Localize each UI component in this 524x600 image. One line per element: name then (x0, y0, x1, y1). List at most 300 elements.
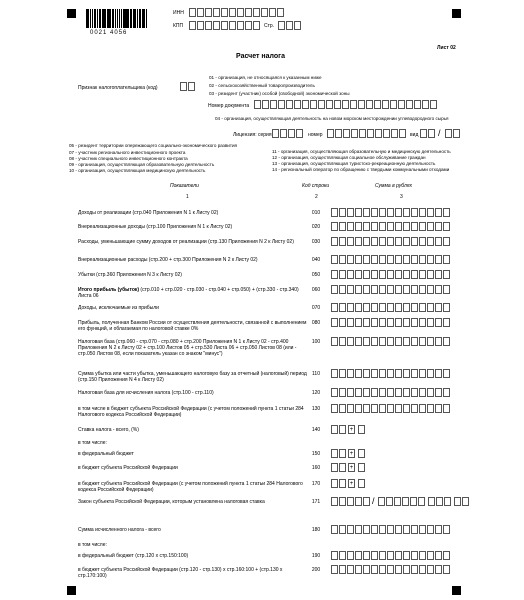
cell[interactable] (339, 255, 346, 264)
cell[interactable] (420, 129, 427, 138)
cell[interactable] (403, 404, 410, 413)
cell[interactable] (443, 285, 450, 294)
cell[interactable] (427, 388, 434, 397)
cell[interactable] (294, 100, 301, 109)
cell[interactable] (427, 337, 434, 346)
cell[interactable] (419, 337, 426, 346)
cell[interactable] (286, 21, 293, 30)
amount-cells-010[interactable] (331, 208, 451, 217)
cell[interactable] (419, 369, 426, 378)
cell[interactable] (371, 369, 378, 378)
cell[interactable] (331, 479, 338, 488)
cell[interactable] (339, 551, 346, 560)
cell[interactable] (395, 255, 402, 264)
cell[interactable] (403, 208, 410, 217)
inn-cells[interactable] (189, 8, 285, 17)
cell[interactable] (363, 318, 370, 327)
cell[interactable] (435, 255, 442, 264)
amount-cells-120[interactable] (331, 388, 451, 397)
cell[interactable] (410, 497, 417, 506)
cell[interactable] (411, 551, 418, 560)
cell[interactable] (443, 303, 450, 312)
cell[interactable] (395, 337, 402, 346)
cell[interactable] (331, 463, 338, 472)
cell[interactable] (403, 237, 410, 246)
cell[interactable] (427, 303, 434, 312)
amount-cells-020[interactable] (331, 222, 451, 231)
cell[interactable] (363, 388, 370, 397)
cell[interactable] (403, 255, 410, 264)
cell[interactable] (339, 425, 346, 434)
cell[interactable] (237, 8, 244, 17)
cell[interactable] (419, 551, 426, 560)
cell[interactable] (462, 497, 469, 506)
cell[interactable] (371, 565, 378, 574)
cell[interactable] (453, 129, 460, 138)
cell[interactable] (371, 337, 378, 346)
law-cells-1[interactable] (331, 497, 371, 506)
cell[interactable] (379, 525, 386, 534)
cell[interactable] (371, 270, 378, 279)
cell[interactable] (280, 129, 287, 138)
cell[interactable] (355, 285, 362, 294)
cell[interactable] (427, 237, 434, 246)
cell[interactable] (427, 208, 434, 217)
cell[interactable] (359, 129, 366, 138)
amount-cells-070[interactable] (331, 303, 451, 312)
cell[interactable] (331, 222, 338, 231)
cell[interactable] (339, 404, 346, 413)
cell[interactable] (363, 237, 370, 246)
rate-cells-140[interactable] (331, 425, 347, 434)
cell[interactable] (229, 8, 236, 17)
cell[interactable] (379, 255, 386, 264)
cell[interactable] (347, 525, 354, 534)
cell[interactable] (254, 100, 261, 109)
rate-cells-160[interactable] (331, 463, 347, 472)
cell[interactable] (375, 129, 382, 138)
cell[interactable] (331, 285, 338, 294)
taxpayer-sign-cells[interactable] (180, 82, 196, 91)
cell[interactable] (411, 369, 418, 378)
rate-fraction-cells-140[interactable] (358, 425, 366, 434)
cell[interactable] (339, 237, 346, 246)
cell[interactable] (355, 255, 362, 264)
cell[interactable] (387, 237, 394, 246)
cell[interactable] (419, 303, 426, 312)
cell[interactable] (395, 222, 402, 231)
cell[interactable] (331, 237, 338, 246)
cell[interactable] (197, 21, 204, 30)
cell[interactable] (367, 129, 374, 138)
amount-cells-060[interactable] (331, 285, 451, 294)
license-series-cells[interactable] (272, 129, 304, 138)
cell[interactable] (363, 497, 370, 506)
cell[interactable] (331, 369, 338, 378)
cell[interactable] (363, 337, 370, 346)
cell[interactable] (435, 237, 442, 246)
cell[interactable] (411, 388, 418, 397)
cell[interactable] (379, 318, 386, 327)
cell[interactable] (371, 318, 378, 327)
cell[interactable] (180, 82, 187, 91)
cell[interactable] (270, 100, 277, 109)
cell[interactable] (411, 318, 418, 327)
cell[interactable] (355, 318, 362, 327)
cell[interactable] (205, 8, 212, 17)
cell[interactable] (355, 404, 362, 413)
cell[interactable] (339, 222, 346, 231)
cell[interactable] (443, 222, 450, 231)
cell[interactable] (339, 463, 346, 472)
cell[interactable] (379, 337, 386, 346)
cell[interactable] (229, 21, 236, 30)
cell[interactable] (347, 208, 354, 217)
cell[interactable] (363, 255, 370, 264)
cell[interactable] (414, 100, 421, 109)
cell[interactable] (331, 388, 338, 397)
cell[interactable] (355, 369, 362, 378)
cell[interactable] (288, 129, 295, 138)
cell[interactable] (363, 208, 370, 217)
cell[interactable] (395, 388, 402, 397)
cell[interactable] (331, 404, 338, 413)
cell[interactable] (335, 129, 342, 138)
cell[interactable] (363, 285, 370, 294)
cell[interactable] (213, 8, 220, 17)
cell[interactable] (339, 337, 346, 346)
cell[interactable] (343, 129, 350, 138)
cell[interactable] (331, 318, 338, 327)
cell[interactable] (379, 551, 386, 560)
cell[interactable] (435, 565, 442, 574)
cell[interactable] (355, 337, 362, 346)
amount-cells-110[interactable] (331, 369, 451, 378)
cell[interactable] (318, 100, 325, 109)
cell[interactable] (403, 525, 410, 534)
cell[interactable] (355, 565, 362, 574)
cell[interactable] (378, 497, 385, 506)
cell[interactable] (379, 404, 386, 413)
cell[interactable] (347, 318, 354, 327)
cell[interactable] (435, 303, 442, 312)
cell[interactable] (387, 285, 394, 294)
cell[interactable] (395, 551, 402, 560)
cell[interactable] (379, 208, 386, 217)
cell[interactable] (436, 497, 443, 506)
cell[interactable] (286, 100, 293, 109)
cell[interactable] (435, 369, 442, 378)
cell[interactable] (379, 285, 386, 294)
cell[interactable] (245, 21, 252, 30)
cell[interactable] (430, 100, 437, 109)
cell[interactable] (358, 425, 365, 434)
cell[interactable] (428, 129, 435, 138)
cell[interactable] (419, 255, 426, 264)
cell[interactable] (395, 318, 402, 327)
cell[interactable] (379, 565, 386, 574)
cell[interactable] (395, 208, 402, 217)
cell[interactable] (347, 285, 354, 294)
amount-cells-130[interactable] (331, 404, 451, 413)
cell[interactable] (272, 129, 279, 138)
cell[interactable] (387, 337, 394, 346)
cell[interactable] (278, 21, 285, 30)
cell[interactable] (419, 388, 426, 397)
cell[interactable] (395, 285, 402, 294)
cell[interactable] (262, 100, 269, 109)
cell[interactable] (427, 369, 434, 378)
license-kind-cells-2[interactable] (445, 129, 461, 138)
cell[interactable] (358, 100, 365, 109)
doc-number-cells[interactable] (254, 100, 438, 109)
cell[interactable] (395, 237, 402, 246)
cell[interactable] (342, 100, 349, 109)
cell[interactable] (371, 303, 378, 312)
cell[interactable] (443, 270, 450, 279)
cell[interactable] (347, 337, 354, 346)
cell[interactable] (419, 237, 426, 246)
cell[interactable] (363, 222, 370, 231)
rate-fraction-cells-150[interactable] (358, 449, 366, 458)
cell[interactable] (443, 237, 450, 246)
cell[interactable] (435, 318, 442, 327)
cell[interactable] (331, 208, 338, 217)
law-cells-4[interactable] (454, 497, 470, 506)
cell[interactable] (443, 337, 450, 346)
cell[interactable] (411, 525, 418, 534)
cell[interactable] (443, 565, 450, 574)
cell[interactable] (221, 8, 228, 17)
cell[interactable] (395, 369, 402, 378)
cell[interactable] (339, 285, 346, 294)
cell[interactable] (387, 369, 394, 378)
cell[interactable] (269, 8, 276, 17)
cell[interactable] (406, 100, 413, 109)
cell[interactable] (371, 404, 378, 413)
cell[interactable] (411, 255, 418, 264)
amount-cells-080[interactable] (331, 318, 451, 327)
cell[interactable] (398, 100, 405, 109)
cell[interactable] (387, 270, 394, 279)
cell[interactable] (387, 222, 394, 231)
cell[interactable] (366, 100, 373, 109)
cell[interactable] (443, 551, 450, 560)
cell[interactable] (411, 404, 418, 413)
cell[interactable] (358, 479, 365, 488)
cell[interactable] (237, 21, 244, 30)
cell[interactable] (363, 369, 370, 378)
cell[interactable] (347, 551, 354, 560)
cell[interactable] (253, 8, 260, 17)
cell[interactable] (386, 497, 393, 506)
amount-cells-050[interactable] (331, 270, 451, 279)
cell[interactable] (371, 222, 378, 231)
cell[interactable] (339, 270, 346, 279)
cell[interactable] (454, 497, 461, 506)
cell[interactable] (347, 237, 354, 246)
cell[interactable] (395, 565, 402, 574)
cell[interactable] (419, 318, 426, 327)
amount-cells-190[interactable] (331, 551, 451, 560)
cell[interactable] (327, 129, 334, 138)
cell[interactable] (339, 208, 346, 217)
law-cells-3[interactable] (428, 497, 452, 506)
cell[interactable] (339, 565, 346, 574)
cell[interactable] (411, 337, 418, 346)
cell[interactable] (444, 497, 451, 506)
cell[interactable] (387, 404, 394, 413)
cell[interactable] (347, 388, 354, 397)
cell[interactable] (387, 303, 394, 312)
cell[interactable] (443, 404, 450, 413)
rate-fraction-cells-170[interactable] (358, 479, 366, 488)
cell[interactable] (197, 8, 204, 17)
cell[interactable] (422, 100, 429, 109)
rate-cells-150[interactable] (331, 449, 347, 458)
cell[interactable] (331, 449, 338, 458)
cell[interactable] (339, 388, 346, 397)
cell[interactable] (331, 425, 338, 434)
cell[interactable] (419, 525, 426, 534)
cell[interactable] (347, 565, 354, 574)
cell[interactable] (427, 551, 434, 560)
cell[interactable] (443, 369, 450, 378)
cell[interactable] (403, 565, 410, 574)
cell[interactable] (391, 129, 398, 138)
cell[interactable] (355, 208, 362, 217)
cell[interactable] (331, 303, 338, 312)
cell[interactable] (445, 129, 452, 138)
cell[interactable] (395, 525, 402, 534)
amount-cells-040[interactable] (331, 255, 451, 264)
cell[interactable] (411, 222, 418, 231)
cell[interactable] (261, 8, 268, 17)
cell[interactable] (435, 551, 442, 560)
cell[interactable] (427, 285, 434, 294)
cell[interactable] (339, 449, 346, 458)
cell[interactable] (213, 21, 220, 30)
cell[interactable] (443, 388, 450, 397)
cell[interactable] (347, 270, 354, 279)
cell[interactable] (302, 100, 309, 109)
cell[interactable] (443, 255, 450, 264)
cell[interactable] (347, 303, 354, 312)
cell[interactable] (331, 497, 338, 506)
cell[interactable] (383, 129, 390, 138)
cell[interactable] (379, 237, 386, 246)
cell[interactable] (355, 237, 362, 246)
cell[interactable] (435, 337, 442, 346)
cell[interactable] (443, 208, 450, 217)
cell[interactable] (403, 222, 410, 231)
cell[interactable] (188, 82, 195, 91)
amount-cells-100[interactable] (331, 337, 451, 346)
cell[interactable] (358, 449, 365, 458)
cell[interactable] (443, 525, 450, 534)
amount-cells-030[interactable] (331, 237, 451, 246)
cell[interactable] (339, 497, 346, 506)
cell[interactable] (427, 404, 434, 413)
cell[interactable] (387, 565, 394, 574)
rate-fraction-cells-160[interactable] (358, 463, 366, 472)
cell[interactable] (355, 303, 362, 312)
cell[interactable] (189, 21, 196, 30)
cell[interactable] (347, 369, 354, 378)
cell[interactable] (435, 404, 442, 413)
cell[interactable] (390, 100, 397, 109)
cell[interactable] (351, 129, 358, 138)
cell[interactable] (418, 497, 425, 506)
cell[interactable] (363, 270, 370, 279)
cell[interactable] (331, 551, 338, 560)
cell[interactable] (350, 100, 357, 109)
cell[interactable] (402, 497, 409, 506)
cell[interactable] (419, 404, 426, 413)
cell[interactable] (294, 21, 301, 30)
cell[interactable] (394, 497, 401, 506)
cell[interactable] (387, 551, 394, 560)
cell[interactable] (310, 100, 317, 109)
cell[interactable] (278, 100, 285, 109)
cell[interactable] (347, 222, 354, 231)
kpp-cells[interactable] (189, 21, 261, 30)
cell[interactable] (371, 208, 378, 217)
cell[interactable] (331, 525, 338, 534)
amount-cells-200[interactable] (331, 565, 451, 574)
cell[interactable] (395, 270, 402, 279)
cell[interactable] (379, 222, 386, 231)
rate-cells-170[interactable] (331, 479, 347, 488)
cell[interactable] (387, 388, 394, 397)
cell[interactable] (403, 551, 410, 560)
cell[interactable] (253, 21, 260, 30)
cell[interactable] (435, 525, 442, 534)
cell[interactable] (411, 270, 418, 279)
cell[interactable] (435, 208, 442, 217)
cell[interactable] (435, 388, 442, 397)
cell[interactable] (419, 565, 426, 574)
cell[interactable] (363, 565, 370, 574)
amount-cells-180[interactable] (331, 525, 451, 534)
cell[interactable] (403, 285, 410, 294)
cell[interactable] (427, 222, 434, 231)
cell[interactable] (427, 318, 434, 327)
cell[interactable] (382, 100, 389, 109)
license-kind-cells-1[interactable] (420, 129, 436, 138)
cell[interactable] (374, 100, 381, 109)
cell[interactable] (411, 285, 418, 294)
cell[interactable] (189, 8, 196, 17)
cell[interactable] (403, 270, 410, 279)
cell[interactable] (347, 497, 354, 506)
cell[interactable] (331, 255, 338, 264)
cell[interactable] (399, 129, 406, 138)
cell[interactable] (326, 100, 333, 109)
cell[interactable] (339, 525, 346, 534)
cell[interactable] (245, 8, 252, 17)
cell[interactable] (371, 551, 378, 560)
cell[interactable] (387, 255, 394, 264)
cell[interactable] (395, 303, 402, 312)
cell[interactable] (428, 497, 435, 506)
cell[interactable] (427, 270, 434, 279)
cell[interactable] (355, 551, 362, 560)
cell[interactable] (347, 255, 354, 264)
cell[interactable] (411, 565, 418, 574)
cell[interactable] (371, 388, 378, 397)
cell[interactable] (419, 270, 426, 279)
